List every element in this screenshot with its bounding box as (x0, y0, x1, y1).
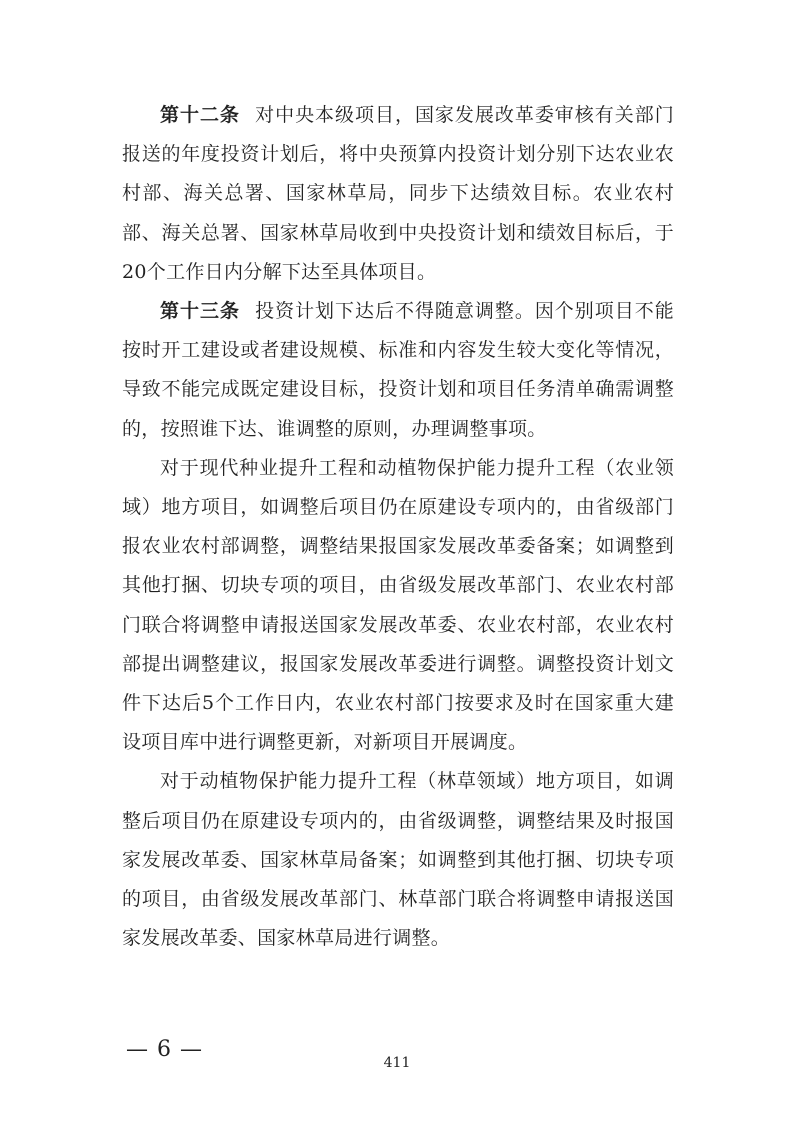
paragraph-article-13 (122, 292, 674, 449)
article-heading: 第十二条 (160, 104, 240, 126)
body-text (122, 96, 674, 958)
paragraph-text: 投资计划下达后不得随意调整。因个别项目不能按时开工建设或者建设规模、标准和内容发生较大变化等情况，导致不能完成既定建设目标，投资计划和项目任务清单确需调整的，按照谁下达、谁调整的原则，办理调整事项。 (122, 300, 674, 440)
article-heading: 第十三条 (160, 300, 240, 323)
folio-number: 411 (383, 1055, 411, 1071)
page-number: — 6 — (126, 1037, 203, 1062)
paragraph-text: 对于动植物保护能力提升工程（林草领域）地方项目，如调整后项目仍在原建设专项内的，由省级调整，调整结果及时报国家发展改革委、国家林草局备案；如调整到其他打捆、切块专项的项目，由省级发展改革部门、林草部门联合将调整申请报送国家发展改革委、国家林草局进行调整。 (122, 770, 674, 950)
paragraph-text: 对中央本级项目，国家发展改革委审核有关部门报送的年度投资计划后，将中央预算内投资计划分别下达农业农村部、海关总署、国家林草局，同步下达绩效目标。农业农村部、海关总署、国家林草局收到中央投资计划和绩效目标后，于20个工作日内分解下达至具体项目。 (122, 104, 674, 283)
paragraph-article-12 (122, 96, 674, 292)
paragraph-text: 对于现代种业提升工程和动植物保护能力提升工程（农业领域）地方项目，如调整后项目仍在原建设专项内的，由省级部门报农业农村部调整，调整结果报国家发展改革委备案；如调整到其他打捆、切块专项的项目，由省级发展改革部门、农业农村部门联合将调整申请报送国家发展改革委、农业农村部，农业农村部提出调整建议，报国家发展改革委进行调整。调整投资计划文件下达后5个工作日内，农业农村部门按要求及时在国家重大建设项目库中进行调整更新，对新项目开展调度。 (122, 456, 674, 754)
paragraph-forestry-adjustment (122, 762, 674, 958)
paragraph-agriculture-adjustment (122, 449, 674, 763)
